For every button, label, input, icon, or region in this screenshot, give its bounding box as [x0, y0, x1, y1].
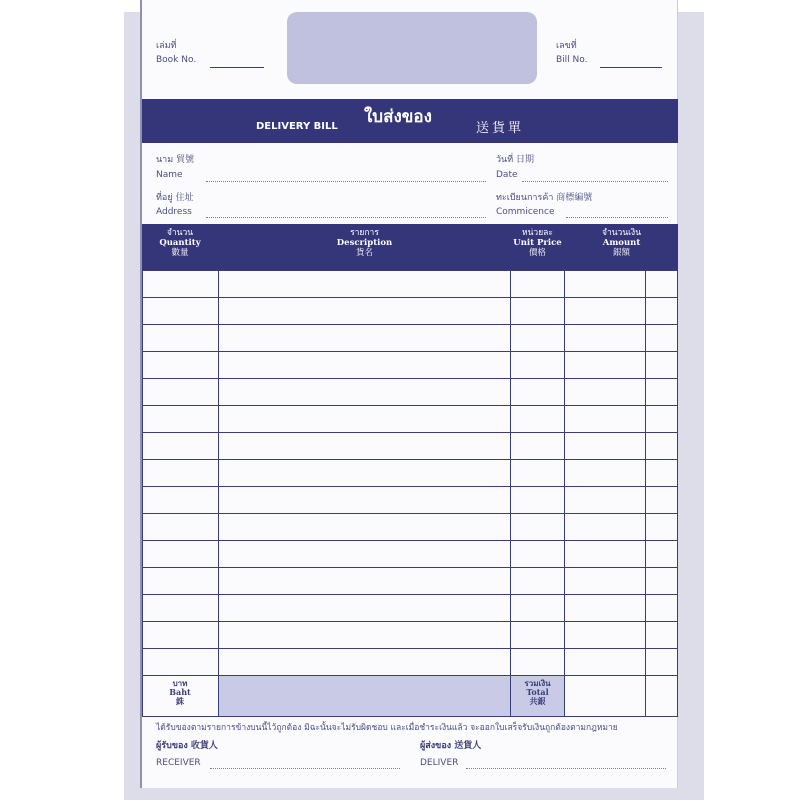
date-label-th: วันที่ 日期 — [496, 155, 534, 165]
table-row-line — [142, 270, 678, 271]
title-en: DELIVERY BILL — [256, 121, 338, 132]
address-field[interactable] — [206, 217, 486, 218]
bill-label-en: Bill No. — [556, 55, 588, 65]
deliver-label-en: DELIVER — [420, 758, 459, 768]
total-label: รวมเงิน Total 共銀 — [524, 678, 551, 706]
col-divider — [564, 270, 565, 716]
address-window — [287, 12, 537, 84]
col-divider — [218, 270, 219, 716]
table-row-line — [142, 567, 678, 568]
table-row-line — [142, 540, 678, 541]
table-row-line — [142, 648, 678, 649]
table-row-line — [142, 432, 678, 433]
table-row-line — [142, 594, 678, 595]
name-label-en: Name — [156, 170, 183, 180]
table-row-line — [142, 351, 678, 352]
col-divider — [510, 270, 511, 716]
date-label-en: Date — [496, 170, 518, 180]
baht-label: บาท Baht 銖 — [169, 678, 191, 706]
name-field[interactable] — [206, 181, 486, 182]
name-label-th: นาม 貿號 — [156, 155, 194, 165]
receiver-signature-field[interactable] — [210, 768, 400, 769]
book-label-en: Book No. — [156, 55, 197, 65]
table-row-line — [142, 459, 678, 460]
deliver-signature-field[interactable] — [466, 768, 666, 769]
commerce-label-th: ทะเบียนการค้า 商標編號 — [496, 193, 593, 203]
col-unit-price-header: หน่วยละ Unit Price 價格 — [513, 228, 562, 258]
footer-shade-description — [219, 676, 510, 716]
date-field[interactable] — [522, 181, 668, 182]
book-number-field[interactable] — [210, 67, 264, 68]
col-divider-satang — [645, 270, 646, 716]
table-row-line — [142, 621, 678, 622]
table-row-line — [142, 297, 678, 298]
commerce-field[interactable] — [566, 217, 668, 218]
col-description-header: รายการ Description 貨名 — [336, 228, 393, 258]
title-banner — [142, 99, 678, 143]
deliver-label-th: ผู้ส่งของ 送貨人 — [420, 741, 482, 751]
table-row-line — [142, 513, 678, 514]
table-row-line — [142, 486, 678, 487]
title-th: ใบส่งของ — [364, 107, 432, 127]
terms-note: ได้รับของตามรายการข้างบนนี้ไว้ถูกต้อง มิฉะนั้นจะไม่รับผิดชอบ และเมื่อชำระเงินแล้ว จะออกใบเสร็จรับเงินถูกต้องตามกฎหมาย — [156, 723, 618, 733]
delivery-bill-form — [140, 0, 678, 788]
table-row-line — [142, 405, 678, 406]
table-row-line — [142, 716, 678, 717]
table-header — [142, 224, 678, 270]
bill-label-th: เลขที่ — [556, 41, 577, 51]
commerce-label-en: Commicence — [496, 207, 555, 217]
bill-number-field[interactable] — [600, 67, 662, 68]
table-row-line — [142, 324, 678, 325]
address-label-th: ที่อยู่ 住址 — [156, 193, 194, 203]
col-divider — [142, 270, 143, 716]
table-row-line — [142, 675, 678, 676]
table-row-line — [142, 378, 678, 379]
book-label-th: เล่มที่ — [156, 41, 177, 51]
col-amount-header: จำนวนเงิน Amount 銀額 — [601, 228, 641, 258]
receiver-label-th: ผู้รับของ 收貨人 — [156, 741, 218, 751]
col-divider — [677, 270, 678, 716]
title-cn: 送貨單 — [476, 121, 525, 136]
col-quantity-header: จำนวน Quantity 數量 — [159, 228, 201, 258]
receiver-label-en: RECEIVER — [156, 758, 201, 768]
address-label-en: Address — [156, 207, 192, 217]
